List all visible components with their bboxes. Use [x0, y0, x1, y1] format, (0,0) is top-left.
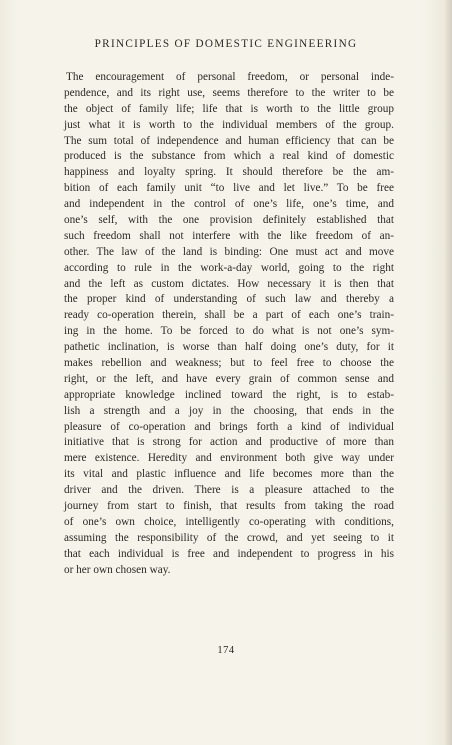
paragraph-line: the object of family life; life that is worth to the little group	[64, 102, 394, 115]
page-edge-shadow	[444, 0, 452, 745]
paragraph-line: ready co-operation therein, shall be a part of each one’s train-	[64, 309, 394, 322]
paragraph-line: mere existence. Heredity and environment both give way under	[64, 452, 394, 465]
paragraph-line: its vital and plastic influence and life becomes more than the	[64, 468, 394, 481]
paragraph-line: assuming the responsibility of the crowd, and yet seeing to it	[64, 531, 394, 544]
paragraph-line: pathetic inclination, is worse than half doing one’s duty, for it	[64, 341, 394, 354]
paragraph-line: pendence, and its right use, seems therefore to the writer to be	[64, 86, 394, 99]
paragraph-line: or her own chosen way.	[64, 563, 171, 576]
paragraph-line: lish a strength and a joy in the choosing, that ends in the	[64, 404, 394, 417]
paragraph-line: The encouragement of personal freedom, or personal inde-	[66, 71, 394, 83]
paragraph-line: ing in the home. To be forced to do what is not one’s sym-	[64, 325, 394, 338]
paragraph-line: one’s self, with the one provision definitely established that	[64, 214, 394, 227]
paragraph-line: just what it is worth to the individual members of the group.	[64, 118, 394, 131]
paragraph-line: produced is the substance from which a real kind of domestic	[64, 150, 394, 163]
paragraph-line: according to rule in the work-a-day world, going to the right	[64, 261, 394, 274]
paragraph-line: right, or the left, and have every grain of common sense and	[64, 372, 394, 385]
paragraph-line: other. The law of the land is binding: One must act and move	[64, 245, 394, 258]
paragraph-line: appropriate knowledge inclined toward the right, is to estab-	[64, 388, 394, 401]
paragraph-line: initiative that is strong for action and productive of more than	[64, 436, 394, 449]
paragraph-line: and the left as custom dictates. How necessary it is then that	[64, 277, 394, 290]
running-head: PRINCIPLES OF DOMESTIC ENGINEERING	[94, 38, 358, 50]
paragraph-line: that each individual is free and independent to progress in his	[64, 547, 394, 560]
paragraph-line: journey from start to finish, that results from taking the road	[64, 500, 394, 513]
body-paragraph	[64, 70, 394, 579]
paragraph-line: happiness and loyalty spring. It should therefore be the am-	[64, 166, 394, 179]
paragraph-line: and independent in the control of one’s life, one’s time, and	[64, 198, 394, 211]
paragraph-line: the proper kind of understanding of such law and thereby a	[64, 293, 394, 306]
paragraph-line: such freedom shall not interfere with the like freedom of an-	[64, 229, 394, 242]
page-number: 174	[217, 645, 235, 656]
paragraph-line: bition of each family unit “to live and let live.” To be free	[64, 182, 394, 195]
paragraph-line: driver and the driven. There is a pleasure attached to the	[64, 484, 394, 497]
paragraph-line: pleasure of co-operation and brings forth a kind of individual	[64, 420, 394, 433]
paragraph-line: of one’s own choice, intelligently co-operating with conditions,	[64, 515, 394, 528]
paragraph-line: makes rebellion and weakness; but to feel free to choose the	[64, 357, 394, 370]
paragraph-line: The sum total of independence and human efficiency that can be	[64, 134, 394, 147]
